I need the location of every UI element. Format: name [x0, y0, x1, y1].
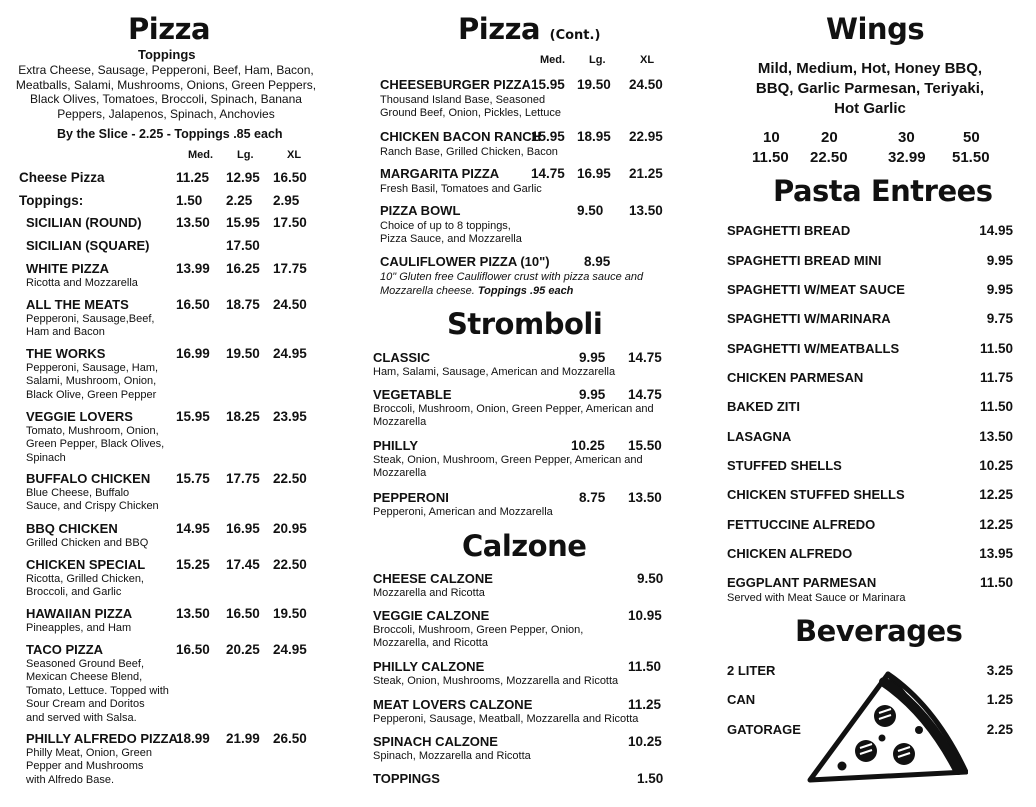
- wing-price: 32.99: [888, 149, 926, 166]
- pizza-item-desc: with Alfredo Base.: [26, 773, 115, 786]
- pizza-cont-item-name: MARGARITA PIZZA: [380, 166, 500, 181]
- pizza-item-price: 19.50: [273, 606, 307, 621]
- pasta-item-name: CHICKEN STUFFED SHELLS: [727, 487, 905, 502]
- pasta-item-name: EGGPLANT PARMESAN: [727, 575, 877, 590]
- pizza-item-desc: Tomato, Lettuce. Topped with: [26, 684, 169, 697]
- pizza-cont-item-desc: Ground Beef, Onion, Pickles, Lettuce: [380, 107, 561, 120]
- pasta-item-price: 13.95: [979, 546, 1013, 561]
- wing-count: 50: [963, 129, 980, 146]
- toppings-list: Extra Cheese, Sausage, Pepperoni, Beef, Ham, Bacon, Meatballs, Salami, Mushrooms, Onions, Green Peppers, Black Olives, Tomatoes, Broccoli, Spinach, Banana Peppers, Jalapenos, Spinach, Anchovies: [15, 63, 317, 121]
- pizza-item-price: 15.95: [226, 215, 260, 230]
- pizza-cont-item-desc: Fresh Basil, Tomatoes and Garlic: [380, 183, 542, 195]
- pizza-item-name: ALL THE MEATS: [26, 297, 129, 312]
- calzone-item-name: CHEESE CALZONE: [373, 571, 493, 586]
- pasta-item-name: BAKED ZITI: [727, 399, 800, 414]
- stromboli-item-price: 9.95: [579, 350, 606, 365]
- pizza-item-price: 21.99: [226, 731, 260, 746]
- column-header-xl: XL: [287, 149, 302, 161]
- pasta-item-desc: Served with Meat Sauce or Marinara: [727, 592, 906, 604]
- pizza-item-desc: Green Pepper, Black Olives,: [26, 438, 165, 451]
- pizza-item-desc: Sauce, and Crispy Chicken: [26, 500, 159, 513]
- beverage-name: GATORAGE: [727, 722, 801, 737]
- pasta-item-price: 11.75: [979, 370, 1013, 385]
- pizza-item-desc: Spinach: [26, 451, 66, 464]
- pasta-item-price: 12.25: [979, 487, 1013, 502]
- stromboli-item-name: CLASSIC: [373, 350, 431, 365]
- pizza-item-price: 15.95: [176, 409, 210, 424]
- pizza-item-price: 13.50: [176, 606, 210, 621]
- stromboli-item-desc: Mozzarella: [373, 467, 427, 480]
- pizza-item-desc: Pepper and Mushrooms: [26, 760, 144, 773]
- cauliflower-pizza-price: 8.95: [584, 254, 611, 269]
- pizza-slice-icon: [800, 668, 968, 792]
- stromboli-item-price: 8.75: [579, 490, 606, 505]
- calzone-item-desc: Steak, Onion, Mushrooms, Mozzarella and Ricotta: [373, 675, 619, 687]
- calzone-item-name: PHILLY CALZONE: [373, 659, 485, 674]
- pizza-cont-item-price: 9.50: [577, 203, 604, 218]
- pasta-item-price: 13.50: [979, 429, 1013, 444]
- pizza-cont-item-price: 14.75: [531, 166, 565, 181]
- cauliflower-desc-text: Mozzarella cheese.: [380, 285, 475, 297]
- pizza-cont-title-text: Pizza: [458, 12, 541, 46]
- pasta-item-price: 10.25: [979, 458, 1013, 473]
- pizza-cont-item-price: 22.95: [629, 129, 663, 144]
- wing-count: 10: [763, 129, 780, 146]
- column-header-lg: Lg.: [237, 149, 254, 161]
- pizza-item-desc: Black Olive, Green Pepper: [26, 388, 157, 401]
- pizza-item-price: 20.95: [273, 521, 307, 536]
- pizza-cont-item-price: 15.95: [531, 129, 565, 144]
- pizza-item-price: 19.50: [226, 346, 260, 361]
- pizza-item-price: 22.50: [273, 471, 307, 486]
- calzone-item-desc: Spinach, Mozzarella and Ricotta: [373, 750, 531, 762]
- pasta-item-price: 9.95: [986, 253, 1013, 268]
- calzone-item-name: TOPPINGS: [373, 771, 440, 786]
- pizza-item-price: 18.75: [226, 297, 260, 312]
- pizza-item-desc: Pineapples, and Ham: [26, 622, 132, 634]
- pasta-item-name: SPAGHETTI BREAD: [727, 223, 851, 238]
- pizza-item-price: 16.50: [226, 606, 260, 621]
- pizza-item-price: 15.75: [176, 471, 210, 486]
- pizza-item-desc: and served with Salsa.: [26, 711, 137, 724]
- pizza-item-price: 17.75: [226, 471, 260, 486]
- pizza-item-price: 13.99: [176, 261, 210, 276]
- pasta-item-price: 14.95: [979, 223, 1013, 238]
- pasta-item-name: SPAGHETTI BREAD MINI: [727, 253, 882, 268]
- pizza-item-name: VEGGIE LOVERS: [26, 409, 133, 424]
- pizza-item-price: 22.50: [273, 557, 307, 572]
- pizza-item-desc: Ricotta and Mozzarella: [26, 277, 138, 289]
- pizza-item-price: 15.25: [176, 557, 210, 572]
- calzone-item-price: 10.95: [628, 608, 662, 623]
- stromboli-item-price: 15.50: [628, 438, 662, 453]
- pizza-item-desc: Tomato, Mushroom, Onion,: [26, 425, 159, 437]
- cauliflower-toppings-note: Toppings .95 each: [477, 285, 574, 297]
- wing-price: 11.50: [752, 149, 789, 166]
- pizza-item-name: TACO PIZZA: [26, 642, 104, 657]
- pizza-item-price: 16.99: [176, 346, 210, 361]
- pizza-item-price: 17.50: [273, 215, 307, 230]
- beverage-price: 3.25: [986, 663, 1013, 678]
- stromboli-item-name: PEPPERONI: [373, 490, 449, 505]
- pizza-item-price: 11.25: [176, 170, 210, 185]
- pizza-cont-item-price: 18.95: [577, 129, 611, 144]
- beverage-name: CAN: [727, 692, 756, 707]
- cauliflower-desc-line2: [380, 285, 573, 298]
- pizza-item-desc: Blue Cheese, Buffalo: [26, 487, 130, 499]
- pizza-item-name: SICILIAN (ROUND): [26, 215, 142, 230]
- pizza-cont-item-price: 15.95: [531, 77, 565, 92]
- pizza-item-name: SICILIAN (SQUARE): [26, 238, 150, 253]
- pizza-item-name: WHITE PIZZA: [26, 261, 110, 276]
- pizza-item-price: 2.95: [273, 193, 300, 208]
- pizza-cont-item-name: CHICKEN BACON RANCH: [380, 129, 542, 144]
- toppings-label: Toppings: [138, 47, 196, 62]
- pizza-item-name: Cheese Pizza: [19, 170, 105, 185]
- pizza-item-price: 2.25: [226, 193, 253, 208]
- beverage-price: 1.25: [986, 692, 1013, 707]
- pizza-cont-item-price: 16.95: [577, 166, 611, 181]
- pizza-item-price: 17.45: [226, 557, 260, 572]
- pasta-item-name: STUFFED SHELLS: [727, 458, 842, 473]
- stromboli-item-desc: Broccoli, Mushroom, Onion, Green Pepper, American and: [373, 403, 654, 415]
- stromboli-item-name: PHILLY: [373, 438, 419, 453]
- pasta-item-price: 11.50: [979, 575, 1013, 590]
- pizza-item-desc: Pepperoni, Sausage, Ham,: [26, 362, 159, 374]
- pizza-cont-item-desc: Pizza Sauce, and Mozzarella: [380, 233, 522, 246]
- cont-column-header-lg: Lg.: [589, 54, 606, 66]
- calzone-item-price: 9.50: [637, 571, 664, 586]
- pasta-item-name: LASAGNA: [727, 429, 792, 444]
- calzone-item-desc: Mozzarella, and Ricotta: [373, 637, 488, 650]
- pizza-item-desc: Grilled Chicken and BBQ: [26, 537, 149, 549]
- calzone-title: Calzone: [462, 529, 587, 563]
- beverage-name: 2 LITER: [727, 663, 776, 678]
- cont-column-header-med: Med.: [540, 54, 566, 66]
- pizza-item-price: 16.50: [176, 642, 210, 657]
- pizza-item-desc: Ricotta, Grilled Chicken,: [26, 573, 144, 585]
- pizza-item-price: 24.95: [273, 642, 307, 657]
- pizza-item-price: 17.75: [273, 261, 307, 276]
- calzone-item-price: 1.50: [637, 771, 664, 786]
- pizza-item-name: CHICKEN SPECIAL: [26, 557, 146, 572]
- pizza-item-desc: Broccoli, and Garlic: [26, 586, 122, 599]
- pizza-item-name: THE WORKS: [26, 346, 106, 361]
- pizza-title: Pizza: [128, 12, 211, 46]
- stromboli-item-price: 10.25: [571, 438, 605, 453]
- pizza-cont-item-name: CHEESEBURGER PIZZA: [380, 77, 531, 92]
- pasta-item-name: SPAGHETTI W/MEAT SAUCE: [727, 282, 905, 297]
- pizza-item-name: Toppings:: [19, 193, 84, 208]
- pizza-item-price: 16.95: [226, 521, 260, 536]
- pizza-item-price: 16.25: [226, 261, 260, 276]
- wing-count: 20: [821, 129, 838, 146]
- wing-count: 30: [898, 129, 915, 146]
- calzone-item-name: MEAT LOVERS CALZONE: [373, 697, 533, 712]
- pizza-cont-item-price: 21.25: [629, 166, 663, 181]
- pizza-cont-item-price: 19.50: [577, 77, 611, 92]
- pizza-item-price: 16.50: [273, 170, 307, 185]
- pizza-item-price: 20.25: [226, 642, 260, 657]
- pasta-item-name: SPAGHETTI W/MEATBALLS: [727, 341, 900, 356]
- pizza-cont-item-name: PIZZA BOWL: [380, 203, 461, 218]
- pizza-cont-title: [458, 12, 600, 46]
- pizza-cont-item-desc: Ranch Base, Grilled Chicken, Bacon: [380, 146, 558, 158]
- pasta-item-price: 11.50: [979, 399, 1013, 414]
- pasta-item-price: 12.25: [979, 517, 1013, 532]
- stromboli-item-desc: Ham, Salami, Sausage, American and Mozzarella: [373, 366, 616, 378]
- pizza-item-price: 18.25: [226, 409, 260, 424]
- wings-title: Wings: [826, 12, 925, 46]
- pizza-cont-item-desc: Choice of up to 8 toppings,: [380, 220, 511, 232]
- pizza-item-price: 1.50: [176, 193, 203, 208]
- pasta-item-name: CHICKEN ALFREDO: [727, 546, 853, 561]
- stromboli-item-price: 14.75: [628, 350, 662, 365]
- stromboli-item-price: 9.95: [579, 387, 606, 402]
- pasta-item-name: FETTUCCINE ALFREDO: [727, 517, 876, 532]
- beverages-title: Beverages: [795, 614, 963, 648]
- pizza-item-price: 12.95: [226, 170, 260, 185]
- cauliflower-pizza-name: CAULIFLOWER PIZZA (10"): [380, 254, 550, 269]
- calzone-item-desc: Pepperoni, Sausage, Meatball, Mozzarella and Ricotta: [373, 713, 639, 725]
- stromboli-item-desc: Mozzarella: [373, 416, 427, 429]
- pasta-item-price: 11.50: [979, 341, 1013, 356]
- pizza-item-price: 16.50: [176, 297, 210, 312]
- cauliflower-desc-line1: 10" Gluten free Cauliflower crust with pizza sauce and: [380, 271, 644, 283]
- pizza-cont-item-desc: Thousand Island Base, Seasoned: [380, 94, 546, 106]
- stromboli-item-price: 13.50: [628, 490, 662, 505]
- pizza-item-name: BUFFALO CHICKEN: [26, 471, 151, 486]
- pizza-item-name: PHILLY ALFREDO PIZZA: [26, 731, 178, 746]
- pizza-item-name: HAWAIIAN PIZZA: [26, 606, 133, 621]
- wing-price: 51.50: [952, 149, 990, 166]
- pizza-item-price: 26.50: [273, 731, 307, 746]
- stromboli-item-price: 14.75: [628, 387, 662, 402]
- calzone-item-desc: Mozzarella and Ricotta: [373, 587, 485, 599]
- pizza-item-price: 14.95: [176, 521, 210, 536]
- by-the-slice: By the Slice - 2.25 - Toppings .85 each: [57, 127, 283, 141]
- calzone-item-price: 11.25: [628, 697, 662, 712]
- pizza-item-name: BBQ CHICKEN: [26, 521, 118, 536]
- pizza-item-desc: Philly Meat, Onion, Green: [26, 747, 152, 759]
- pizza-item-price: 24.50: [273, 297, 307, 312]
- pizza-cont-item-price: 24.50: [629, 77, 663, 92]
- pizza-item-price: 17.50: [226, 238, 260, 253]
- beverage-price: 2.25: [986, 722, 1013, 737]
- stromboli-title: Stromboli: [447, 307, 603, 341]
- pizza-item-price: 18.99: [176, 731, 210, 746]
- wing-price: 22.50: [810, 149, 848, 166]
- pizza-item-price: 23.95: [273, 409, 307, 424]
- pizza-item-price: 13.50: [176, 215, 210, 230]
- cont-column-header-xl: XL: [640, 54, 655, 66]
- pizza-cont-item-price: 13.50: [629, 203, 663, 218]
- pizza-item-desc: Seasoned Ground Beef,: [26, 658, 145, 670]
- wing-flavors: Mild, Medium, Hot, Honey BBQ, BBQ, Garlic Parmesan, Teriyaki, Hot Garlic: [755, 60, 985, 117]
- pizza-item-desc: Ham and Bacon: [26, 326, 105, 339]
- calzone-item-name: SPINACH CALZONE: [373, 734, 498, 749]
- calzone-item-desc: Broccoli, Mushroom, Green Pepper, Onion,: [373, 624, 584, 636]
- calzone-item-price: 11.50: [628, 659, 662, 674]
- stromboli-item-desc: Steak, Onion, Mushroom, Green Pepper, American and: [373, 454, 643, 466]
- pasta-title: Pasta Entrees: [773, 174, 993, 208]
- calzone-item-price: 10.25: [628, 734, 662, 749]
- pizza-item-desc: Salami, Mushroom, Onion,: [26, 375, 157, 388]
- pizza-item-desc: Pepperoni, Sausage,Beef,: [26, 313, 155, 325]
- pizza-cont-suffix: (Cont.): [549, 28, 601, 43]
- pasta-item-price: 9.95: [986, 282, 1013, 297]
- pasta-item-name: SPAGHETTI W/MARINARA: [727, 311, 891, 326]
- pizza-item-desc: Mexican Cheese Blend,: [26, 671, 143, 684]
- pasta-item-name: CHICKEN PARMESAN: [727, 370, 864, 385]
- stromboli-item-desc: Pepperoni, American and Mozzarella: [373, 506, 553, 518]
- column-header-med: Med.: [188, 149, 214, 161]
- pasta-item-price: 9.75: [986, 311, 1013, 326]
- stromboli-item-name: VEGETABLE: [373, 387, 452, 402]
- pizza-item-price: 24.95: [273, 346, 307, 361]
- pizza-item-desc: Sour Cream and Doritos: [26, 698, 145, 711]
- calzone-item-name: VEGGIE CALZONE: [373, 608, 490, 623]
